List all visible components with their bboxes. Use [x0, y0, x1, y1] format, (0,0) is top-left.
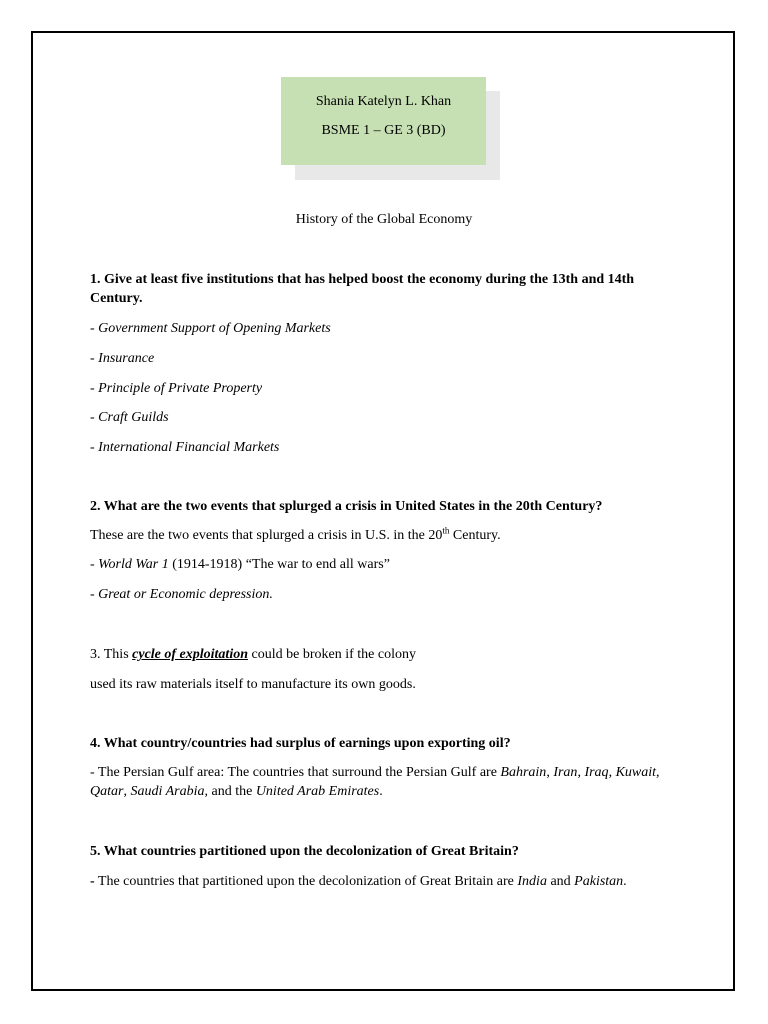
answer-5-connector: and	[546, 874, 575, 889]
statement-3	[90, 645, 690, 664]
answer-1-item-text: Craft Guilds	[98, 410, 169, 425]
answer-1-item-text: Government Support of Opening Markets	[98, 321, 331, 336]
answer-1-item: - Government Support of Opening Markets	[90, 321, 331, 336]
course-code: BSME 1 – GE 3 (BD)	[321, 123, 446, 138]
answer-1-item-text: Insurance	[98, 351, 155, 366]
answer-2-intro-end: Century.	[449, 528, 501, 543]
answer-5: - The countries that partitioned upon the decolonization of Great Britain are India and Pakistan.	[90, 874, 627, 889]
answer-2-item: - Great or Economic depression.	[90, 587, 273, 602]
answer-5-prefix: The countries that partitioned upon the decolonization of Great Britain are	[94, 874, 518, 889]
country-name: India	[517, 874, 547, 889]
country-name: United Arab Emirates	[255, 784, 380, 799]
answer-4-connector: , and the	[204, 784, 256, 799]
country-name: Bahrain	[500, 765, 547, 780]
answer-1-item: - Craft Guilds	[90, 410, 169, 425]
answer-2-item: - World War 1 (1914-1918) “The war to end all wars”	[90, 557, 390, 572]
country-name: Iraq	[584, 765, 609, 780]
answer-4-prefix: - The Persian Gulf area: The countries that surround the Persian Gulf are	[90, 765, 501, 780]
statement-3-emphasis: cycle of exploitation	[132, 647, 248, 662]
answer-4: - The Persian Gulf area: The countries that surround the Persian Gulf are Bahrain, Iran, Iraq, Kuwait, Qatar, Saudi Arabia, and the United Arab Emirates.	[90, 765, 660, 799]
answer-1-item: - Insurance	[90, 351, 155, 366]
header-box	[281, 77, 486, 165]
answer-1-item-text: Principle of Private Property	[98, 381, 263, 396]
country-name: Qatar	[90, 784, 124, 799]
question-2: 2. What are the two events that splurged a crisis in United States in the 20th Century?	[90, 499, 603, 514]
document-title: History of the Global Economy	[295, 212, 473, 227]
country-name: Kuwait	[615, 765, 657, 780]
statement-3-line-2: used its raw materials itself to manufacture its own goods.	[90, 677, 416, 692]
answer-2-intro	[90, 526, 690, 545]
country-name: Saudi Arabia	[130, 784, 205, 799]
answer-1-item-text: International Financial Markets	[98, 440, 280, 455]
answer-1-item: - International Financial Markets	[90, 440, 280, 455]
country-name: Iran	[553, 765, 578, 780]
question-1: 1. Give at least five institutions that has helped boost the economy during the 13th and 14th Century.	[90, 272, 635, 306]
answer-2-item-name: Great or Economic depression.	[98, 587, 273, 602]
country-name: Pakistan	[574, 874, 624, 889]
question-4: 4. What country/countries had surplus of earnings upon exporting oil?	[90, 736, 511, 751]
superscript-th: th	[442, 525, 450, 536]
question-5: 5. What countries partitioned upon the decolonization of Great Britain?	[90, 844, 519, 859]
statement-3-prefix: 3. This	[90, 647, 133, 662]
statement-3-suffix: could be broken if the colony	[248, 647, 416, 662]
answer-2-item-detail: (1914-1918) “The war to end all wars”	[168, 557, 390, 572]
answer-1-item: - Principle of Private Property	[90, 381, 263, 396]
author-name: Shania Katelyn L. Khan	[315, 94, 452, 109]
answer-2-item-name: World War 1	[98, 557, 169, 572]
answer-2-intro-text: These are the two events that splurged a crisis in U.S. in the 20	[90, 528, 443, 543]
